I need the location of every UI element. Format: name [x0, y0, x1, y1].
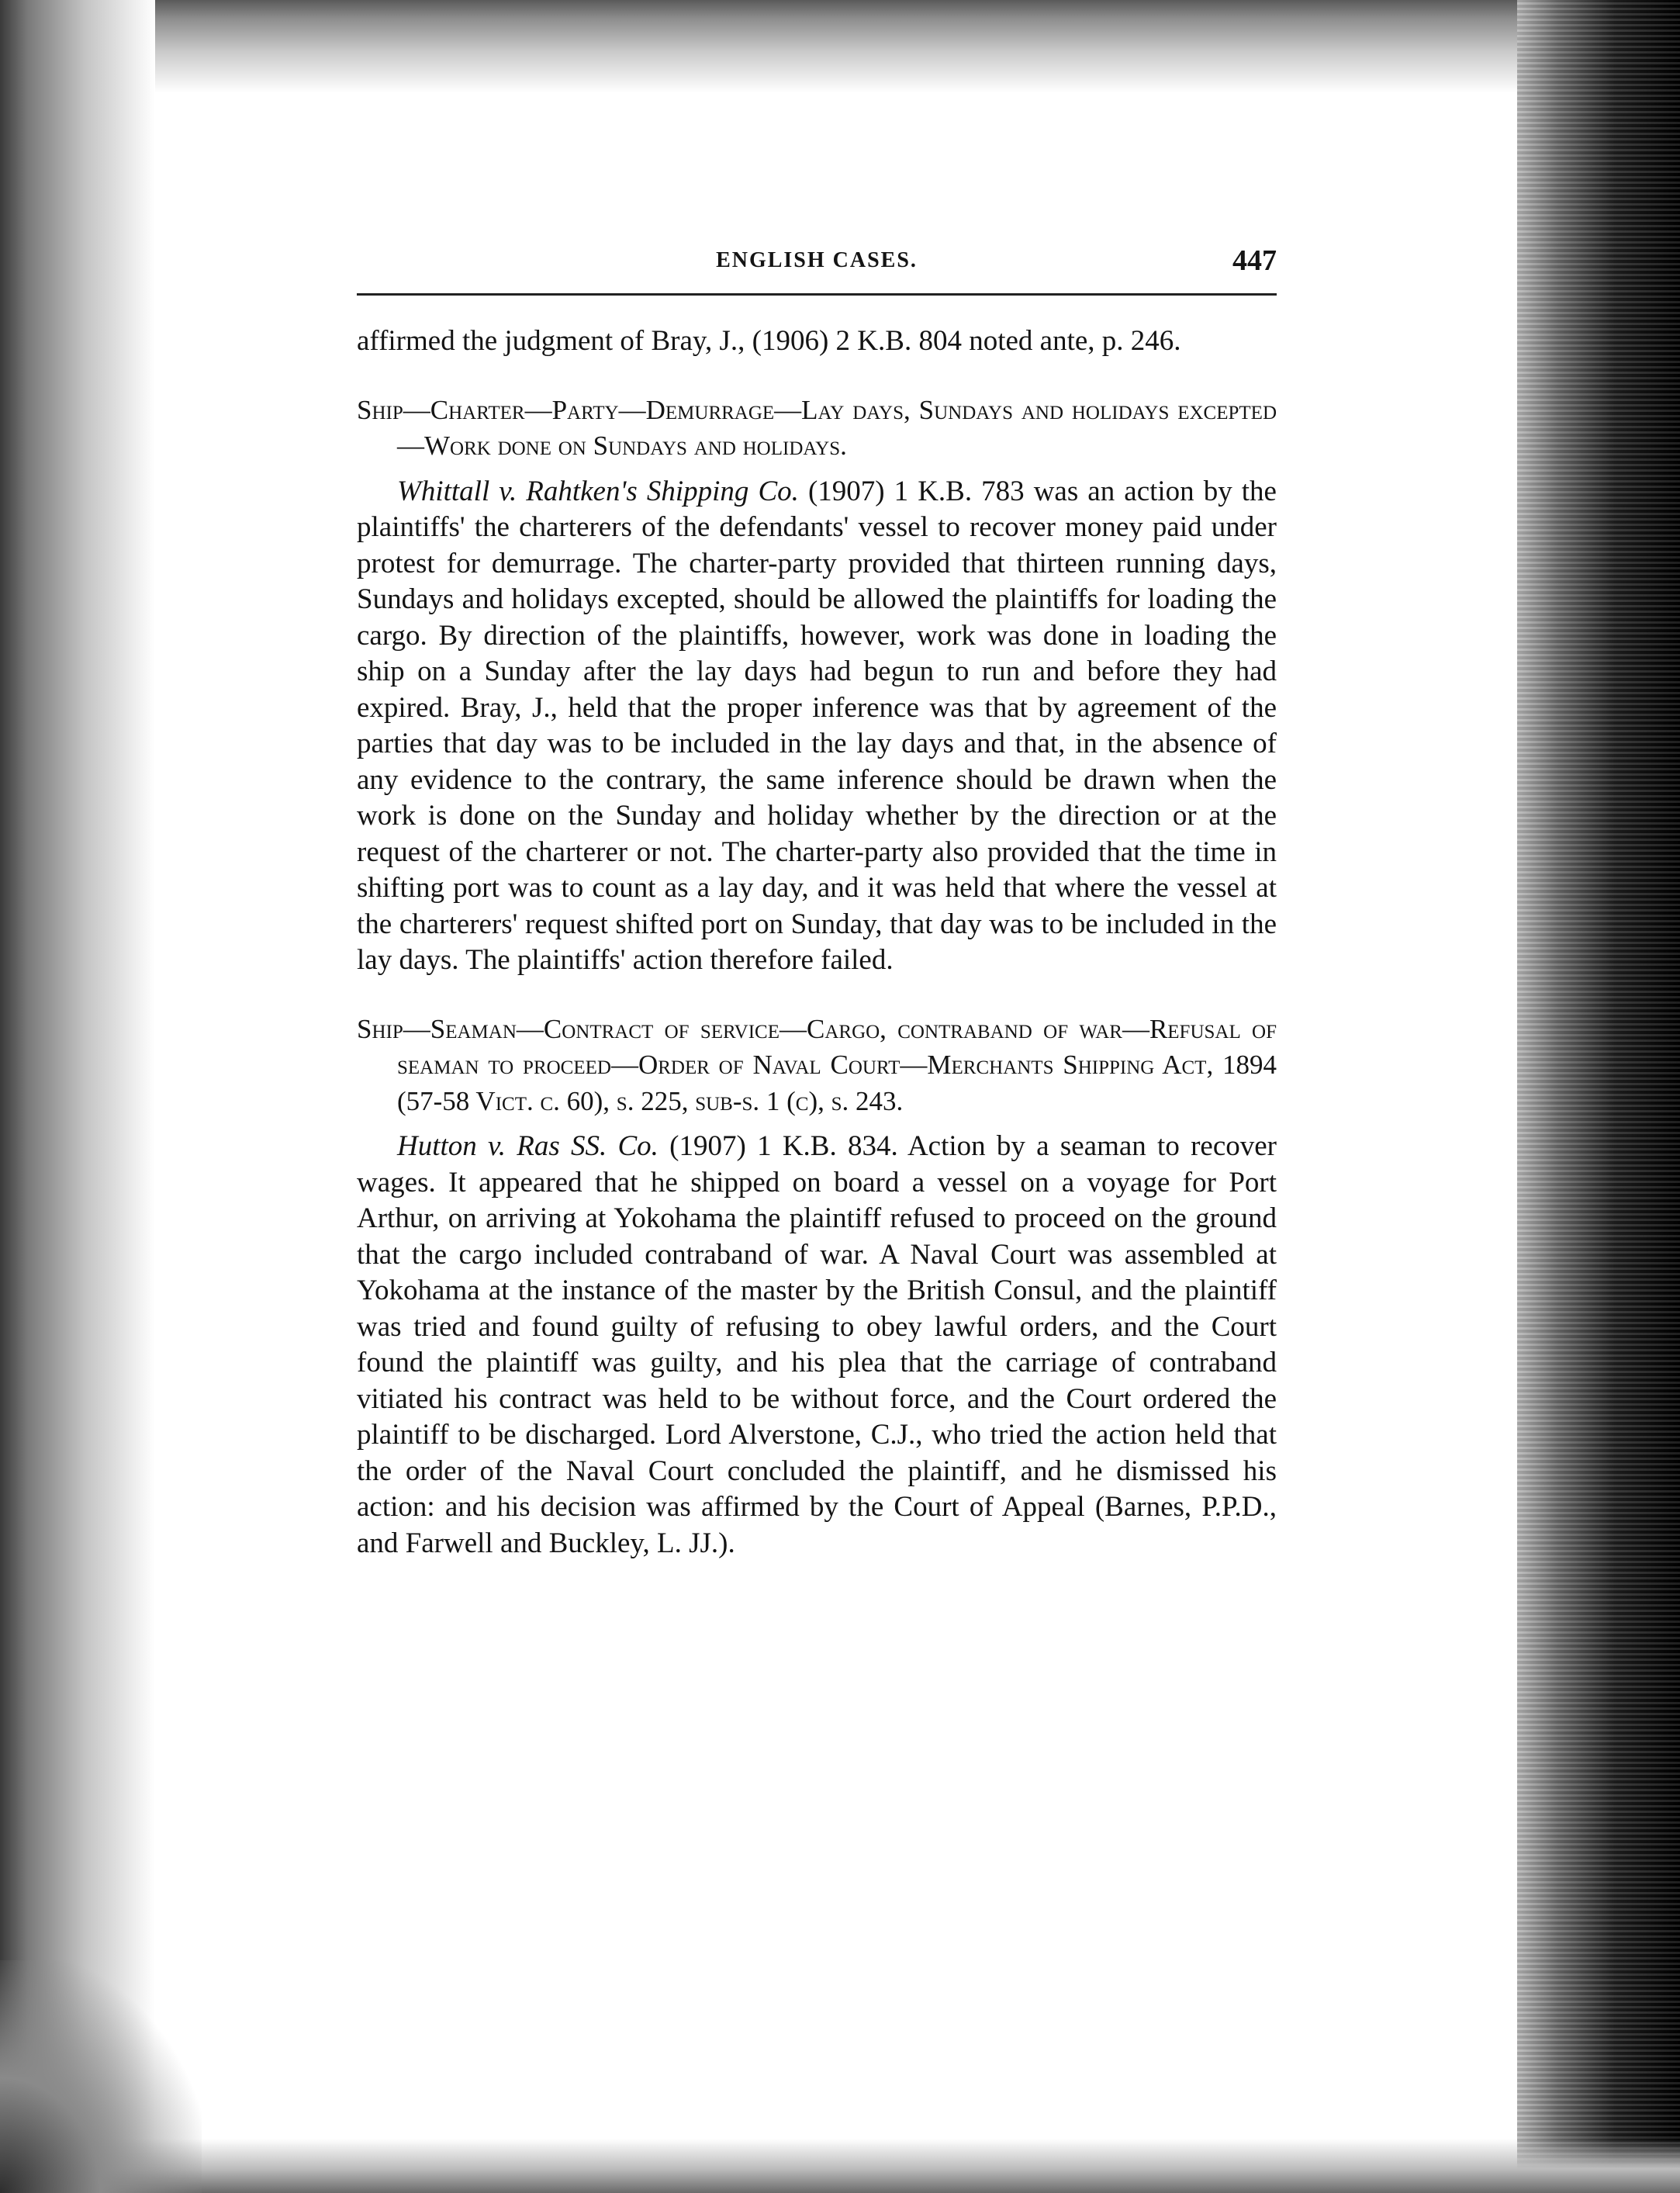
scan-corner-shadow: [0, 1960, 202, 2193]
case-name-whittall: Whittall v. Rahtken's Shipping Co.: [397, 475, 799, 507]
scan-edge-left: [0, 0, 155, 2193]
intro-paragraph: affirmed the judgment of Bray, J., (1906) 2 K.B. 804 noted ante, p. 246.: [357, 325, 1181, 357]
scan-edge-right: [1517, 0, 1680, 2193]
case-paragraph-hutton: [357, 1129, 1277, 1562]
header-rule: [357, 293, 1277, 296]
running-head: [357, 239, 1277, 293]
case-name-hutton: Hutton v. Ras SS. Co.: [397, 1130, 659, 1162]
running-title: ENGLISH CASES.: [716, 248, 918, 272]
headnote-seaman: Ship—Seaman—Contract of service—Cargo, contraband of war—Refusal of seaman to proceed—Order of Naval Court—Merchants Shipping Act, 1894 (57-58 Vict. c. 60), s. 225, sub-s. 1 (c), s. 243.: [357, 1013, 1277, 1116]
scan-edge-bottom: [0, 2139, 1680, 2193]
case-body-hutton: (1907) 1 K.B. 834. Action by a seaman to recover wages. It appeared that he shipped on board a vessel on a voyage for Port Arthur, on arriving at Yokohama the plaintiff refused to proceed on the ground that the cargo included contraband of war. A Naval Court was assembled at Yokohama at the instance of the master by the British Consul, and the plaintiff was tried and found guilty of refusing to obey lawful orders, and the Court found the plaintiff was guilty, and his plea that the carriage of contraband vitiated his contract was held to be without force, and the Court ordered the plaintiff to be discharged. Lord Alverstone, C.J., who tried the action held that the order of the Naval Court concluded the plaintiff, and he dismissed his action: and his decision was affirmed by the Court of Appeal (Barnes, P.P.D., and Farwell and Buckley, L. JJ.).: [357, 1130, 1277, 1559]
page-number: 447: [1232, 244, 1277, 277]
case-body-whittall: (1907) 1 K.B. 783 was an action by the plaintiffs' the charterers of the defendants' vessel to recover money paid under protest for demurrage. The charter-party provided that thirteen running days, Sundays and holidays excepted, should be allowed the plaintiffs for loading the cargo. By direction of the plaintiffs, however, work was done in loading the ship on a Sunday after the lay days had begun to run and before they had expired. Bray, J., held that the proper inference was that by agreement of the parties that day was to be included in the lay days and that, in the absence of any evidence to the contrary, the same inference should be drawn when the work is done on the Sunday and holiday whether by the direction or at the request of the charterer or not. The charter-party also provided that the time in shifting port was to count as a lay day, and it was held that where the vessel at the charterers' request shifted port on Sunday, that day was to be included in the lay days. The plaintiffs' action therefore failed.: [357, 475, 1277, 976]
case-paragraph-whittall: [357, 474, 1277, 979]
headnote-charter-party: Ship—Charter—Party—Demurrage—Lay days, Sundays and holidays excepted—Work done on Sundays and holidays.: [357, 394, 1277, 461]
page-content: [357, 239, 1277, 1562]
scan-edge-top: [0, 0, 1680, 93]
